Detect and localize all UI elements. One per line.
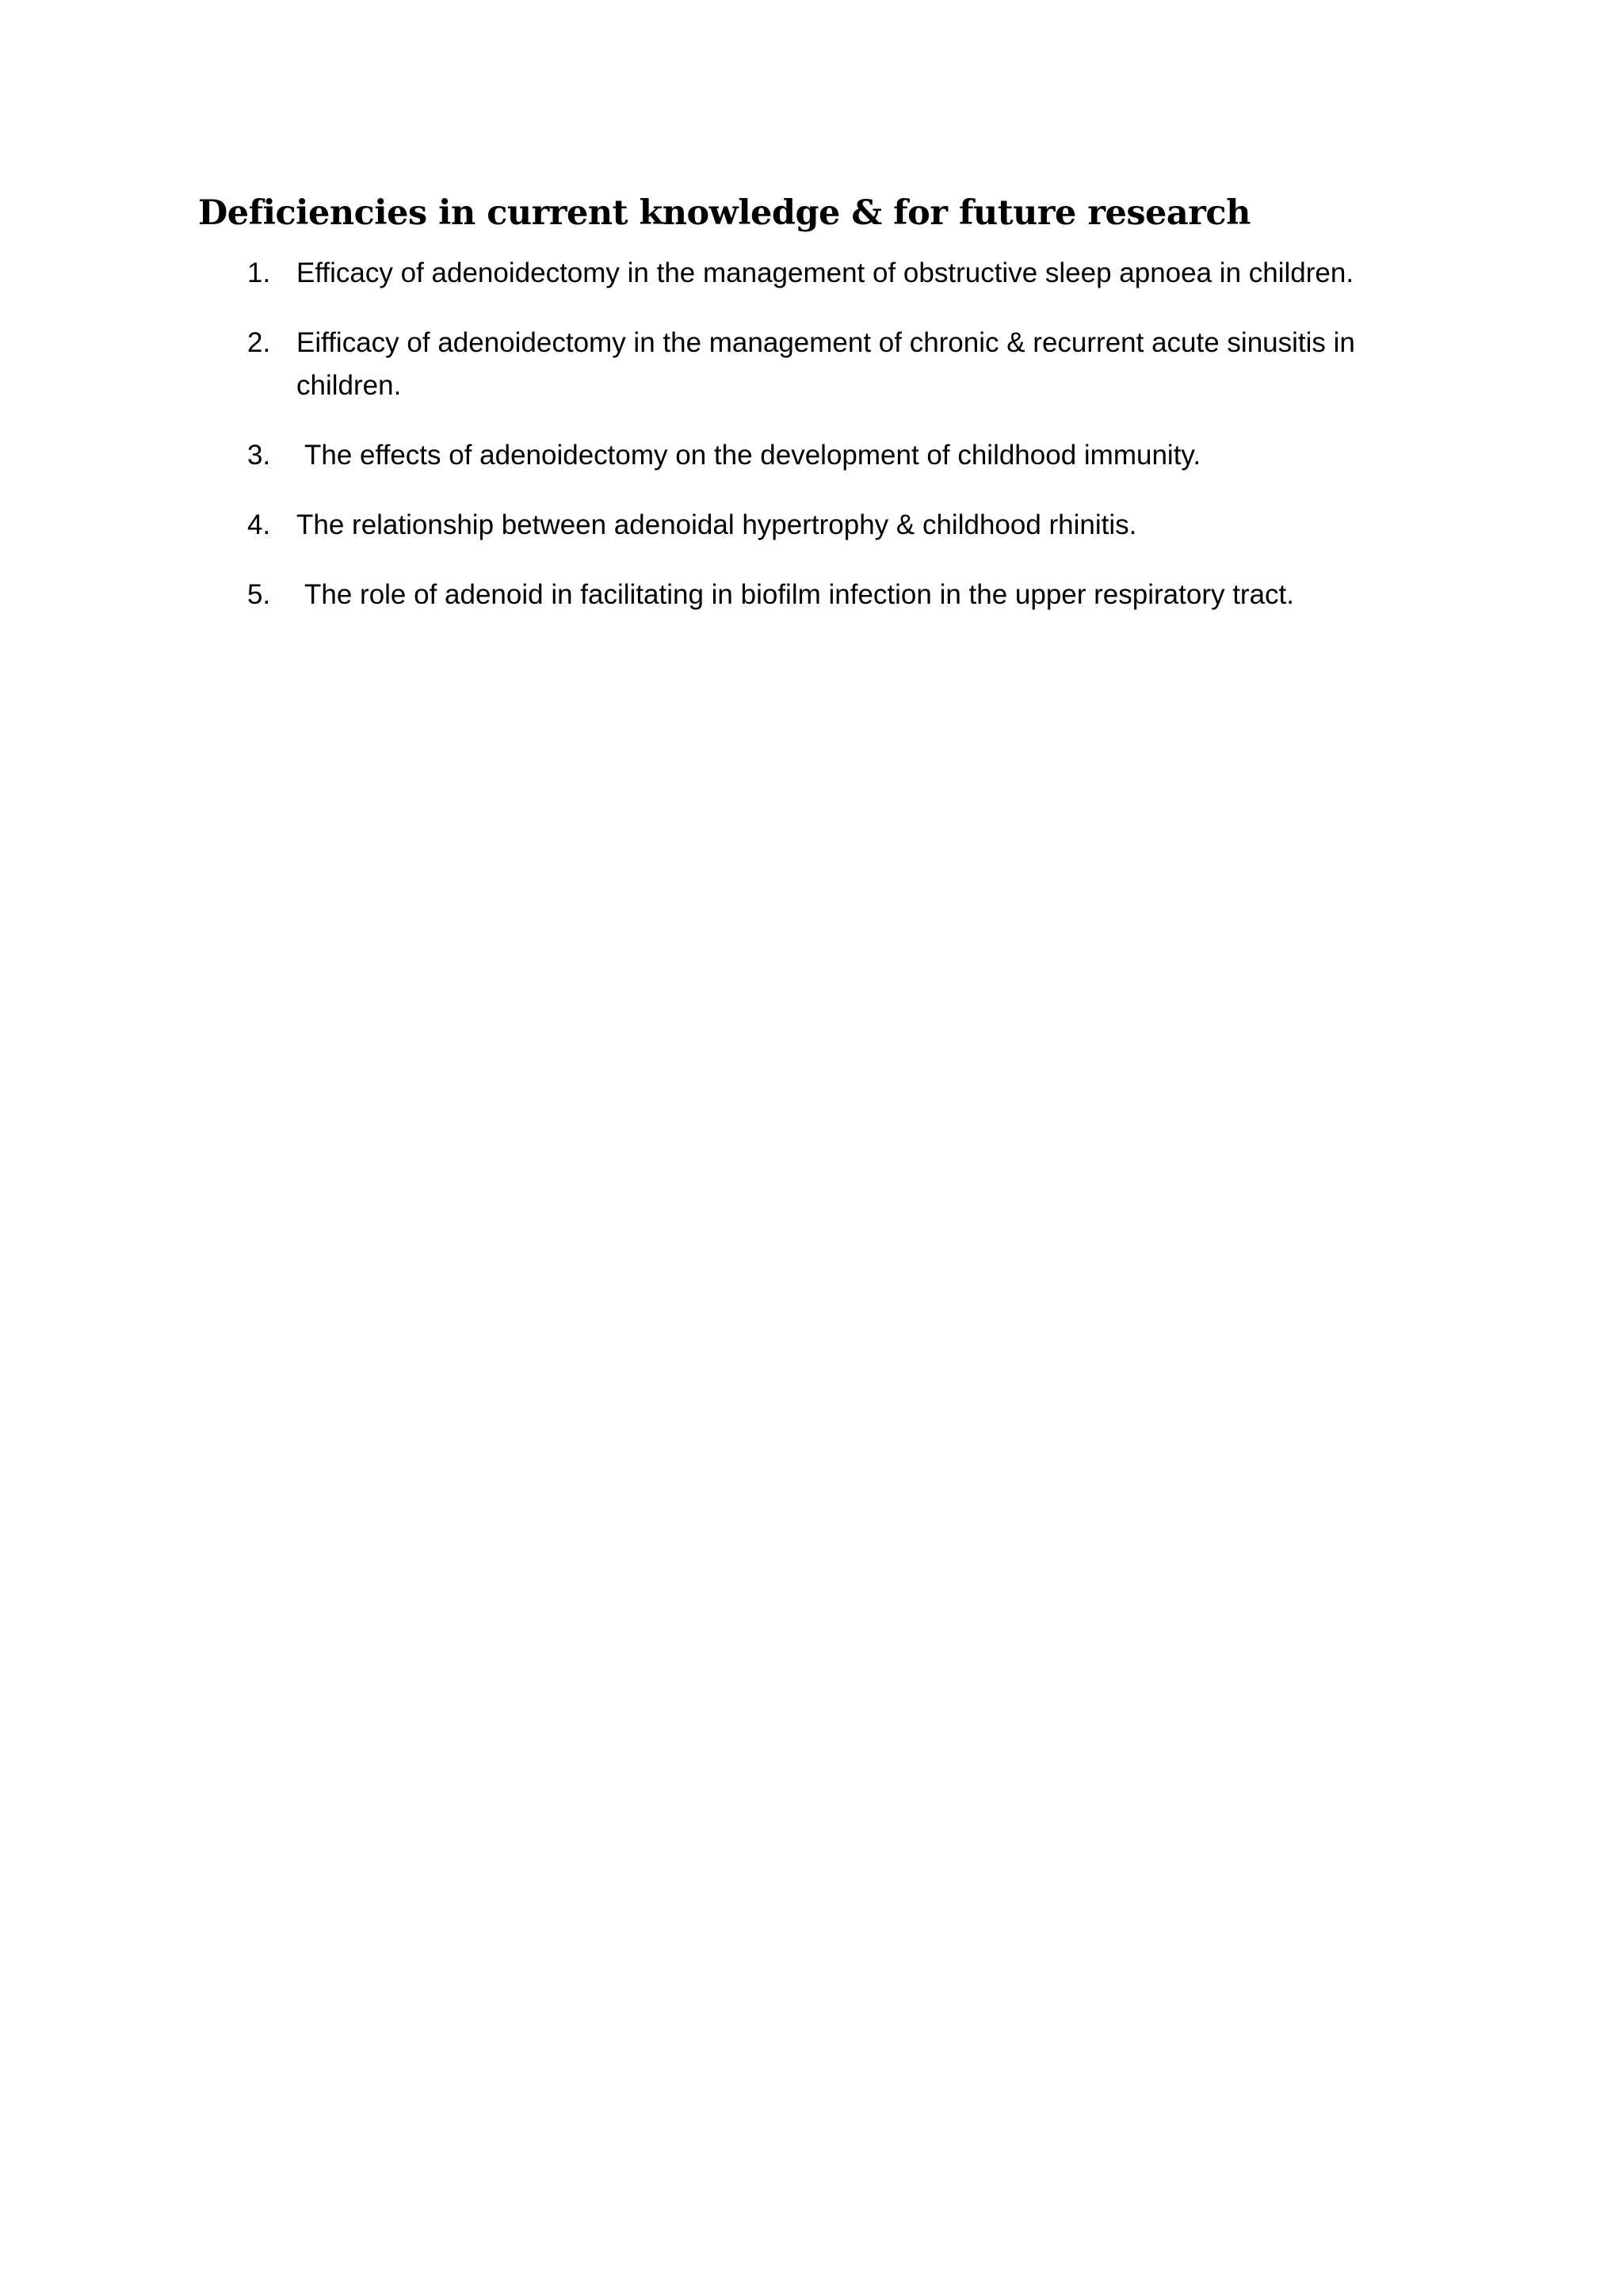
list-item-text: The relationship between adenoidal hypertrophy & childhood rhinitis. bbox=[296, 509, 1137, 540]
list-item-text: The role of adenoid in facilitating in biofilm infection in the upper respiratory tract. bbox=[304, 579, 1294, 610]
list-item-number: 1. bbox=[247, 257, 271, 288]
section-heading: Deficiencies in current knowledge & for future research bbox=[198, 193, 1251, 233]
list-item-number: 4. bbox=[247, 509, 271, 540]
list-item-number: 2. bbox=[247, 327, 271, 358]
list-item-text: The effects of adenoidectomy on the development of childhood immunity. bbox=[304, 440, 1201, 471]
list-item-text: Eifficacy of adenoidectomy in the management of chronic & recurrent acute sinusitis in children. bbox=[296, 327, 1355, 401]
list-item-number: 3. bbox=[247, 440, 271, 471]
list-item-number: 5. bbox=[247, 579, 271, 610]
list-item-text: Efficacy of adenoidectomy in the management of obstructive sleep apnoea in children. bbox=[296, 257, 1354, 288]
